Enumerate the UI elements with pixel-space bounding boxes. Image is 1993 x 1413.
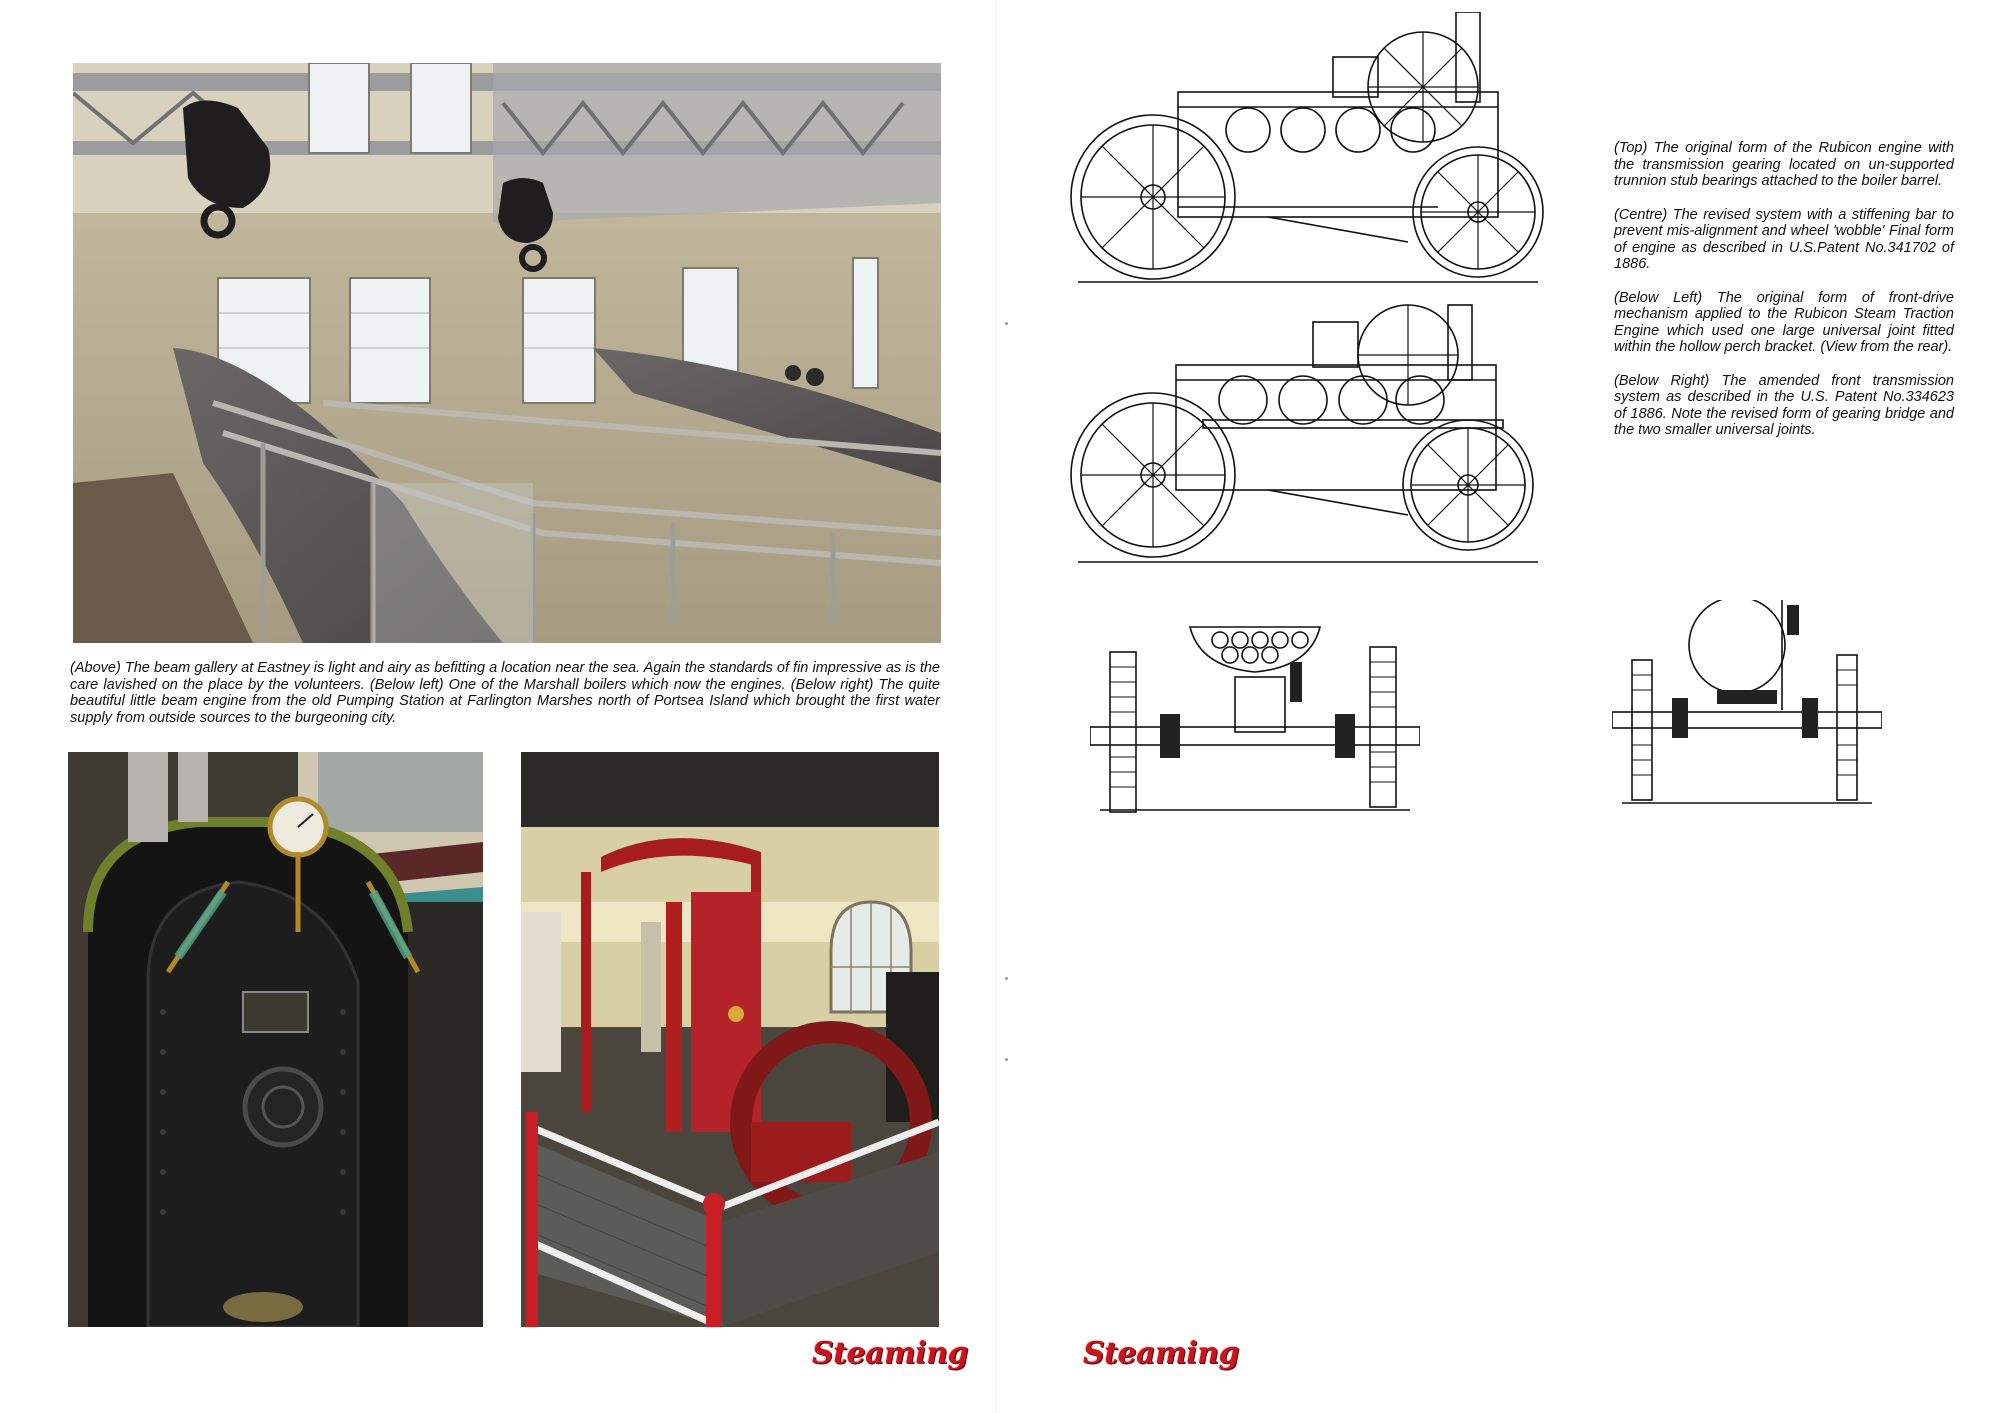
caption-centre: (Centre) The revised system with a stiffening bar to prevent mis-alignment and wheel 'wobble' Final form of engine as described in U.S.Patent No.341702 of 1886. bbox=[1614, 206, 1954, 272]
right-page-captions bbox=[1614, 140, 1954, 456]
left-footer-logo: Steaming bbox=[812, 1336, 968, 1371]
caption-below-right: (Below Right) The amended front transmission system as described in the U.S. Patent No.334623 of 1886. Note the revised form of gearing bridge and the two smaller universal joints. bbox=[1614, 372, 1954, 438]
margin-dot bbox=[1005, 977, 1008, 980]
rubicon-engine-top-drawing bbox=[1068, 12, 1554, 287]
caption-top: (Top) The original form of the Rubicon engine with the transmission gearing located on un-supported trunnion stub bearings attached to the boiler barrel. bbox=[1614, 140, 1954, 189]
beam-gallery-photo bbox=[73, 63, 941, 643]
marshall-boiler-photo bbox=[68, 752, 483, 1327]
right-footer-logo: Steaming bbox=[1083, 1336, 1239, 1371]
margin-dot bbox=[1005, 1058, 1008, 1061]
top-photo-caption: (Above) The beam gallery at Eastney is light and airy as befitting a location near the sea. Again the standards of fin impressive as is the care lavished on the place by the volunteers. (Below left) One of the Marshall boilers which now the engines. (Below right) The quite beautiful little beam engine from the old Pumping Station at Farlington Marshes north of Portsea Island which brought the first water supply from outside sources to the burgeoning city. bbox=[70, 660, 940, 726]
margin-dot bbox=[1005, 322, 1008, 325]
farlington-beam-engine-photo bbox=[521, 752, 939, 1327]
spread-gutter bbox=[996, 0, 997, 1413]
rubicon-engine-centre-drawing bbox=[1068, 300, 1554, 568]
caption-below-left: (Below Left) The original form of front-drive mechanism applied to the Rubicon Steam Traction Engine which used one large universal joint fitted within the hollow perch bracket. (View from the rear). bbox=[1614, 289, 1954, 355]
front-drive-amended-drawing bbox=[1612, 600, 1882, 810]
front-drive-original-drawing bbox=[1090, 622, 1420, 817]
